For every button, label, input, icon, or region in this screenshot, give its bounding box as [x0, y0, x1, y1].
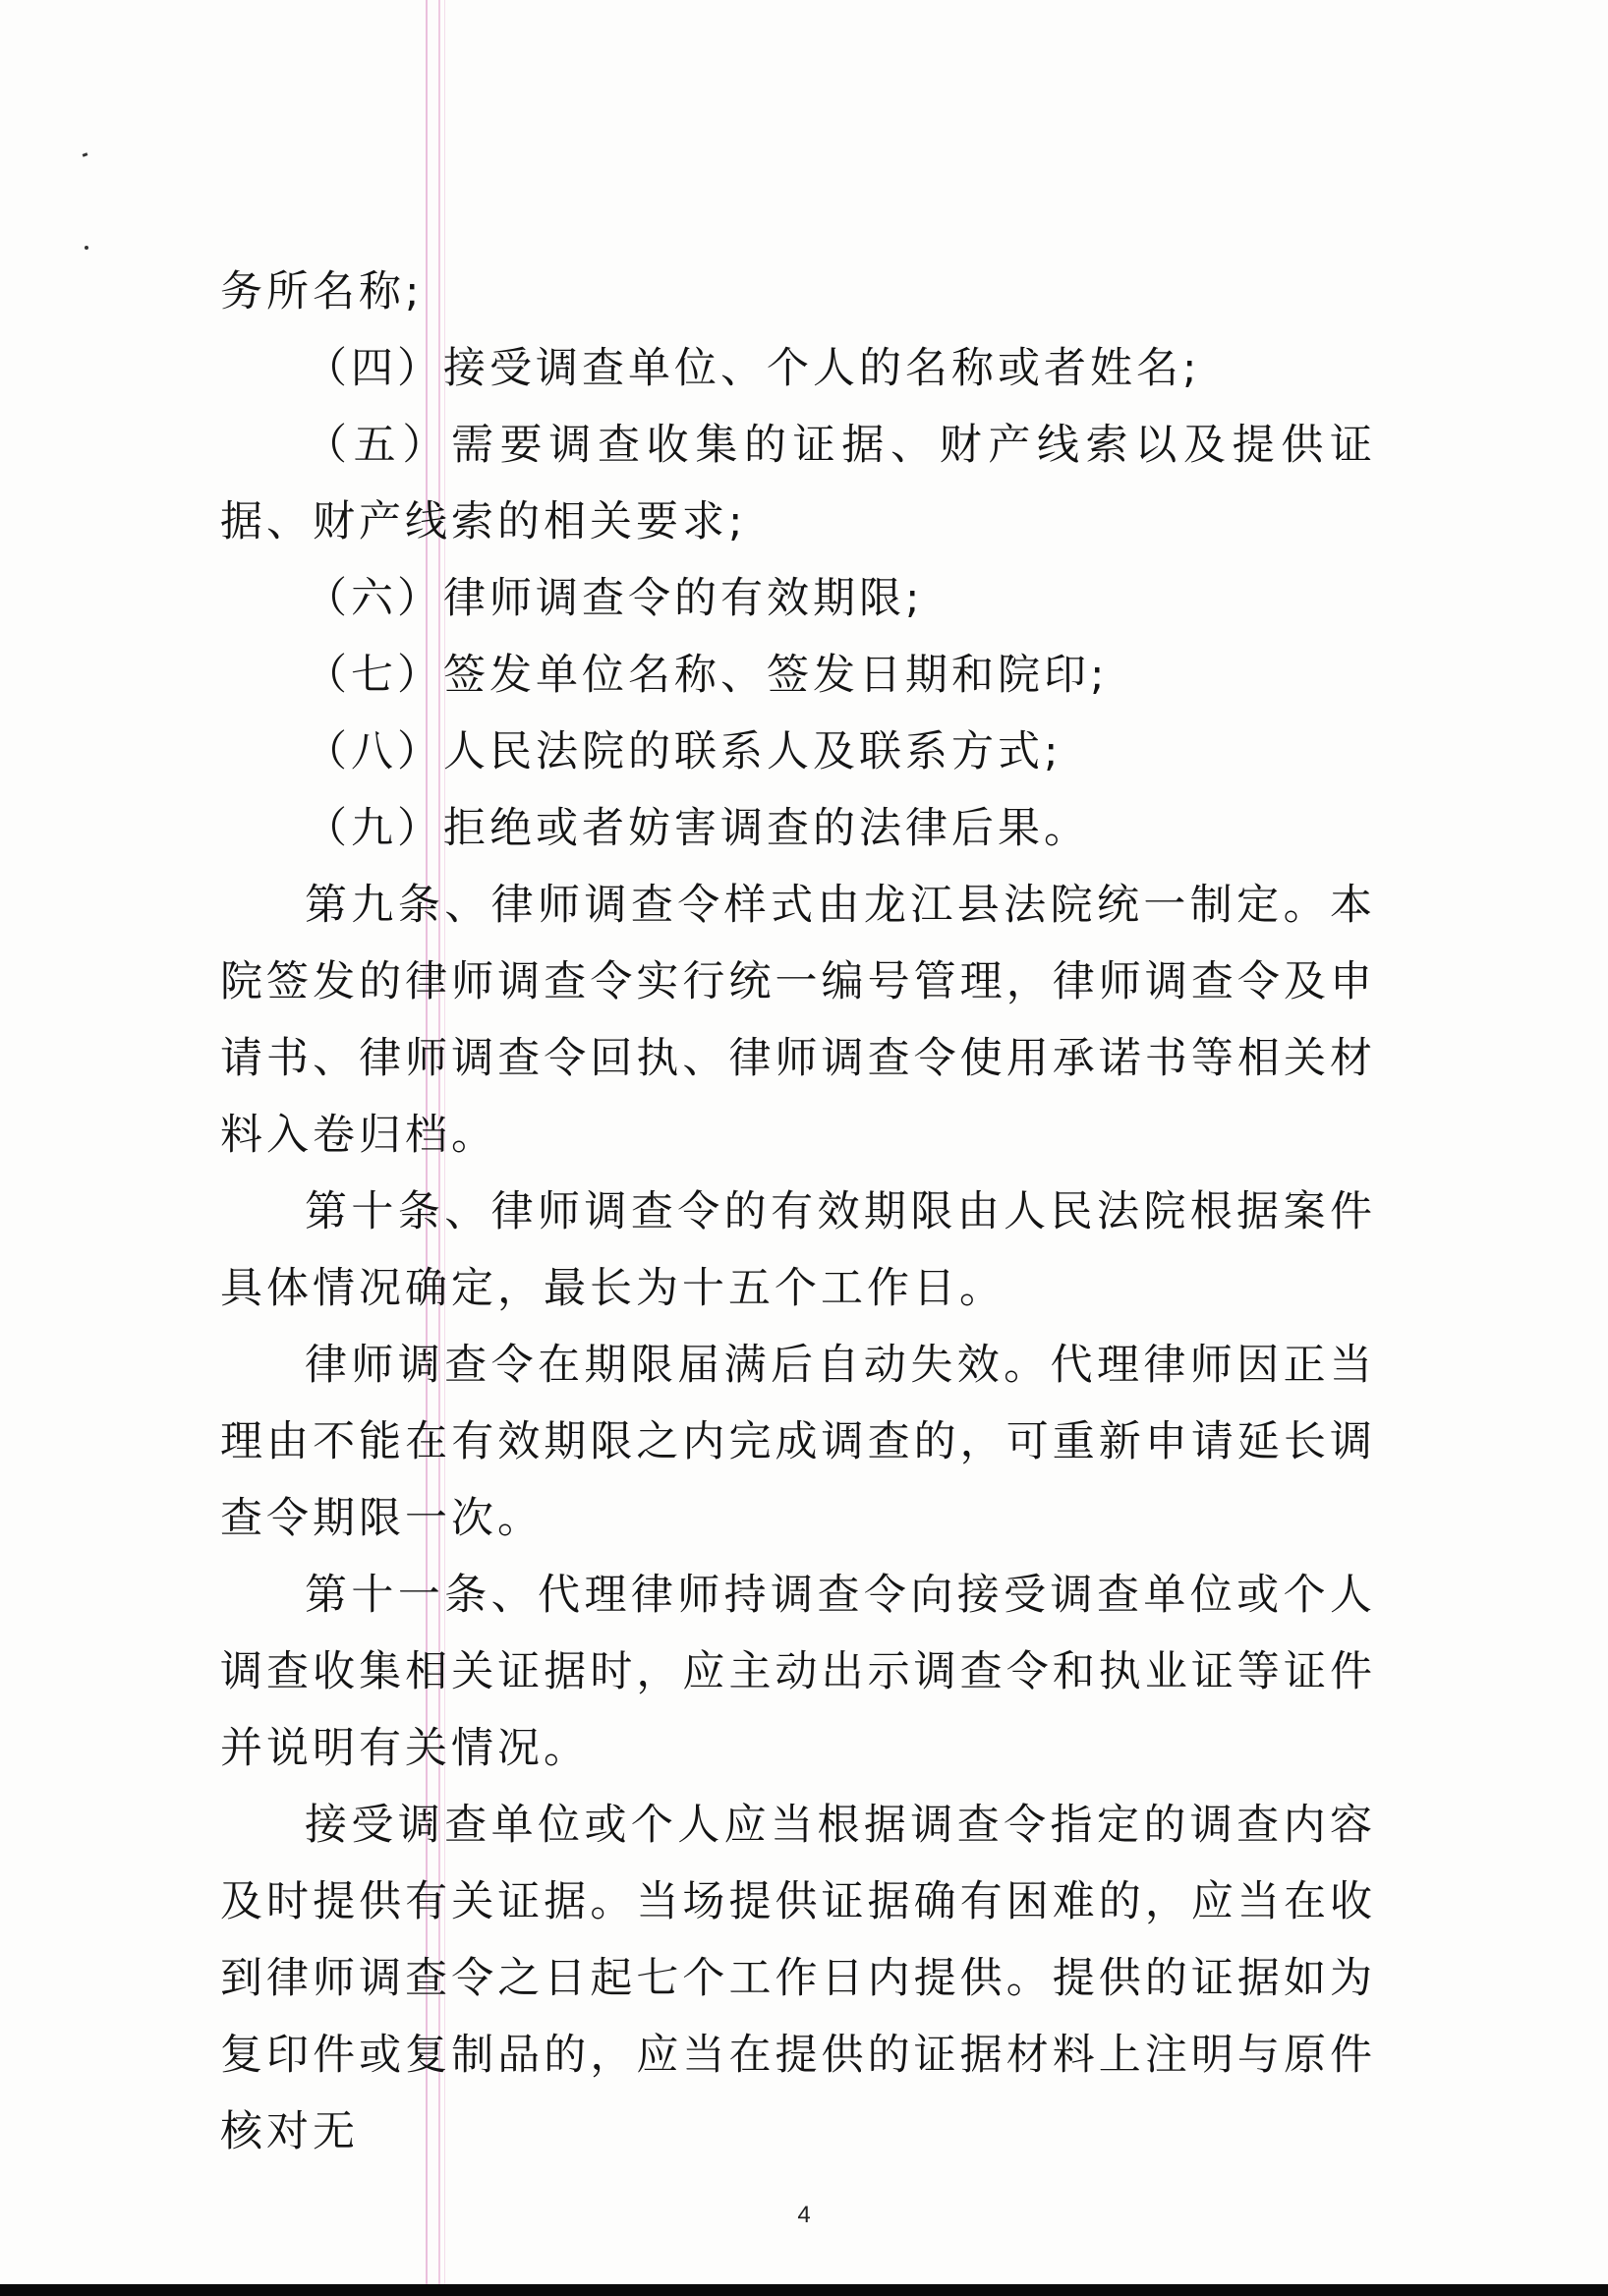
- scan-speck: [85, 246, 88, 250]
- paragraph: 律师调查令在期限届满后自动失效。代理律师因正当理由不能在有效期限之内完成调查的，可重新申请延长调查令期限一次。: [220, 1341, 1376, 1543]
- paragraph: 接受调查单位或个人应当根据调查令指定的调查内容及时提供有关证据。当场提供证据确有困难的，应当在收到律师调查令之日起七个工作日内提供。提供的证据如为复印件或复制品的，应当在提供的证据材料上注明与原件核对无: [220, 1801, 1376, 2156]
- scan-speck: [83, 152, 88, 157]
- paragraph: （九）拒绝或者妨害调查的法律后果。: [305, 804, 1090, 853]
- paragraph: （七）签发单位名称、签发日期和院印;: [305, 651, 1109, 700]
- paragraph: 第十一条、代理律师持调查令向接受调查单位或个人调查收集相关证据时，应主动出示调查令和执业证等证件并说明有关情况。: [220, 1571, 1376, 1773]
- paragraph: 第九条、律师调查令样式由龙江县法院统一制定。本院签发的律师调查令实行统一编号管理，律师调查令及申请书、律师调查令回执、律师调查令使用承诺书等相关材料入卷归档。: [220, 881, 1376, 1160]
- paragraph: 务所名称;: [220, 267, 424, 316]
- page-number: 4: [797, 2202, 811, 2228]
- paragraph: （八）人民法院的联系人及联系方式;: [305, 727, 1062, 776]
- paragraph: （六）律师调查令的有效期限;: [305, 574, 924, 623]
- scan-bottom-edge: [0, 2284, 1608, 2296]
- paragraph: （五）需要调查收集的证据、财产线索以及提供证据、财产线索的相关要求;: [220, 421, 1376, 546]
- paragraph: 第十条、律师调查令的有效期限由人民法院根据案件具体情况确定，最长为十五个工作日。: [220, 1187, 1376, 1313]
- document-body: [220, 254, 1376, 2170]
- paragraph: （四）接受调查单位、个人的名称或者姓名;: [305, 344, 1201, 393]
